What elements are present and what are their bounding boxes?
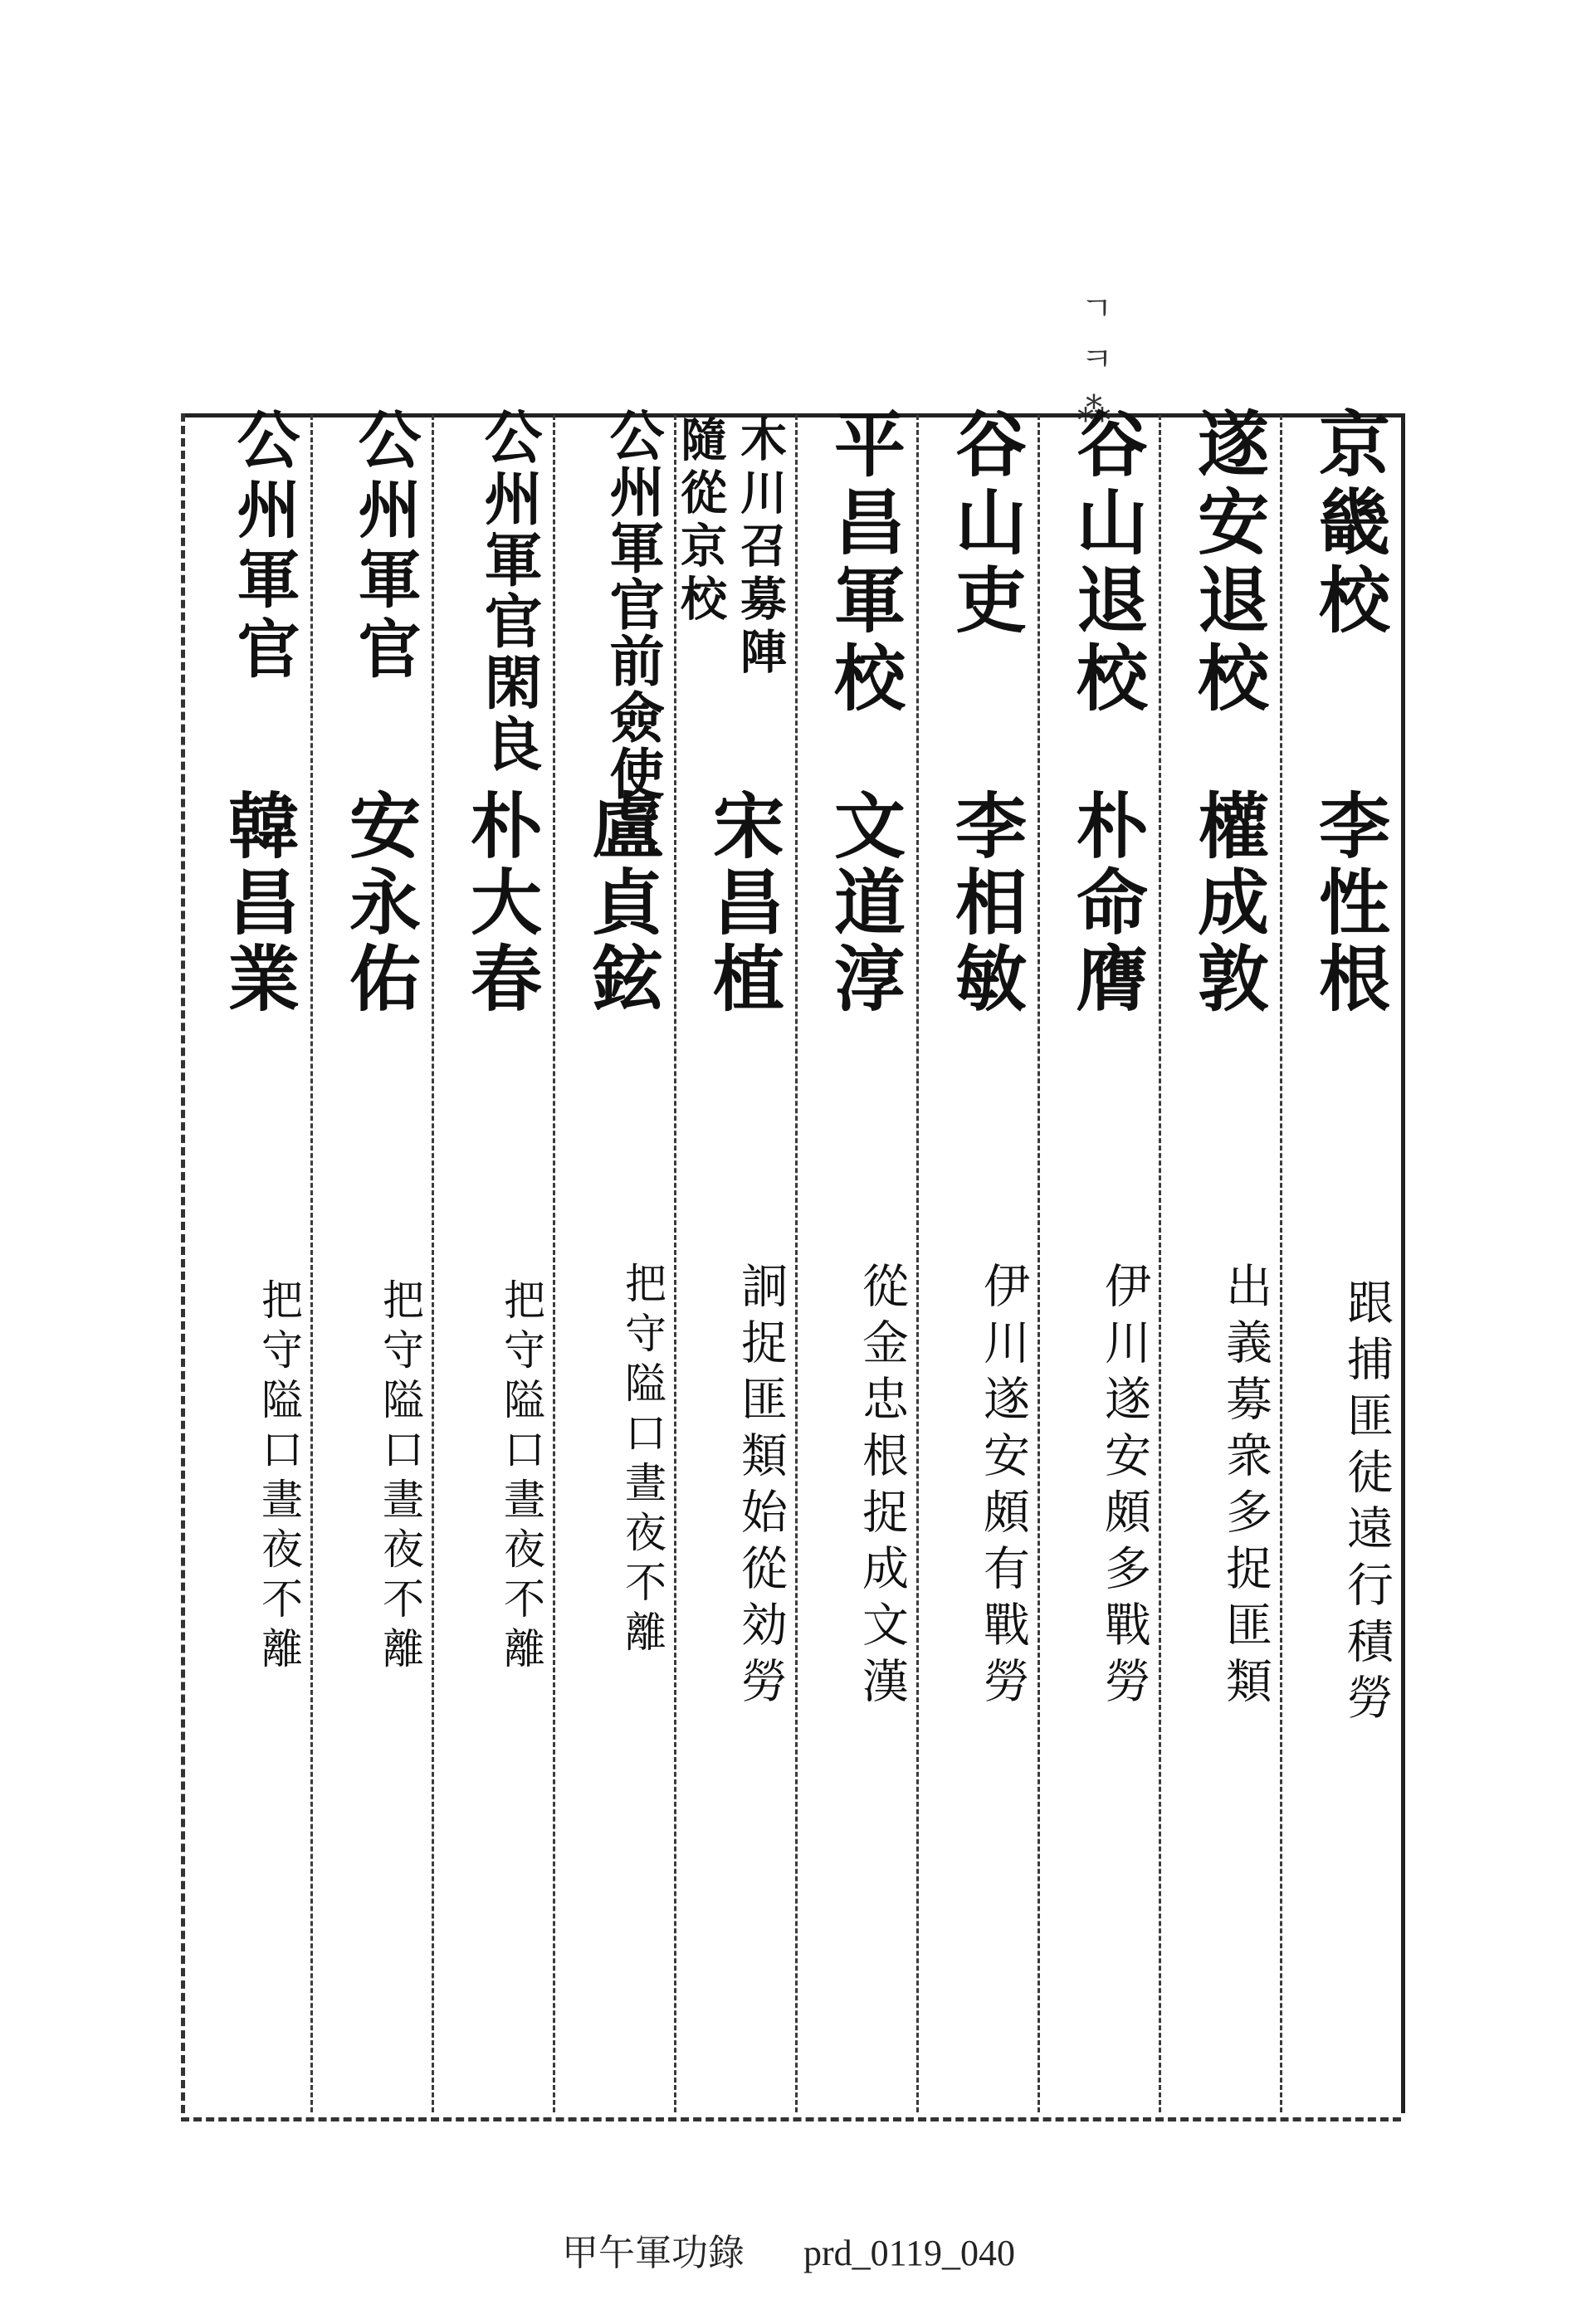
page-footer	[0, 2223, 1577, 2276]
person-name: 盧貞鉉	[579, 788, 663, 1018]
unit-label: 谷山退校	[1064, 407, 1148, 719]
column-rule	[1159, 415, 1161, 2112]
unit-label-left: 隨從京校	[673, 415, 728, 627]
column-rule	[432, 415, 434, 2112]
merit-note: 把守隘口晝夜不離	[618, 1262, 666, 1660]
unit-label: 京畿校	[1306, 407, 1390, 641]
column-rule	[310, 415, 313, 2112]
unit-label: 公州軍官前僉使	[600, 407, 665, 802]
frame-left-edge	[181, 413, 185, 2113]
person-name: 韓昌業	[216, 788, 300, 1018]
column-rule	[674, 415, 676, 2112]
unit-label: 平昌軍校	[822, 407, 906, 719]
merit-note: 伊川遂安頗多戰勞	[1097, 1262, 1151, 1713]
merit-note: 從金忠根捉成文漢	[855, 1262, 909, 1713]
person-name: 朴大春	[458, 788, 542, 1018]
merit-note: 跟捕匪徒遠行積勞	[1340, 1278, 1394, 1730]
unit-label: 遂安退校	[1185, 407, 1269, 719]
unit-label: 公州軍官	[227, 407, 300, 686]
column-rule	[916, 415, 919, 2112]
merit-note: 把守隘口晝夜不離	[376, 1278, 424, 1677]
merit-note: 把守隘口晝夜不離	[255, 1278, 303, 1677]
column-rule	[1280, 415, 1282, 2112]
frame-right-edge	[1401, 413, 1405, 2113]
stray-marks: ㄱ ㅋ ⁂	[1075, 290, 1113, 433]
merit-note: 把守隘口晝夜不離	[497, 1278, 545, 1677]
book-title: 甲午軍功錄	[561, 2233, 745, 2273]
unit-label: 公州軍官	[348, 407, 422, 686]
merit-note: 詗捉匪類始從効勞	[734, 1262, 788, 1713]
person-name: 文道淳	[822, 788, 906, 1018]
person-name: 朴命膺	[1064, 788, 1148, 1018]
person-name: 李相敏	[943, 788, 1027, 1018]
unit-label-right: 木川召募陣	[733, 415, 788, 681]
person-name: 宋昌植	[701, 788, 784, 1018]
merit-note: 伊川遂安頗有戰勞	[976, 1262, 1030, 1713]
page-id: prd_0119_040	[803, 2233, 1016, 2273]
unit-label: 公州軍官閑良	[475, 407, 544, 775]
merit-note: 出義募衆多捉匪類	[1218, 1262, 1272, 1713]
column-rule	[1038, 415, 1040, 2112]
person-name: 李性根	[1306, 788, 1390, 1018]
person-name: 安永佑	[337, 788, 421, 1018]
person-name: 權成敦	[1185, 788, 1269, 1018]
column-rule	[553, 415, 555, 2112]
column-rule	[795, 415, 798, 2112]
unit-label: 谷山吏	[943, 407, 1027, 641]
